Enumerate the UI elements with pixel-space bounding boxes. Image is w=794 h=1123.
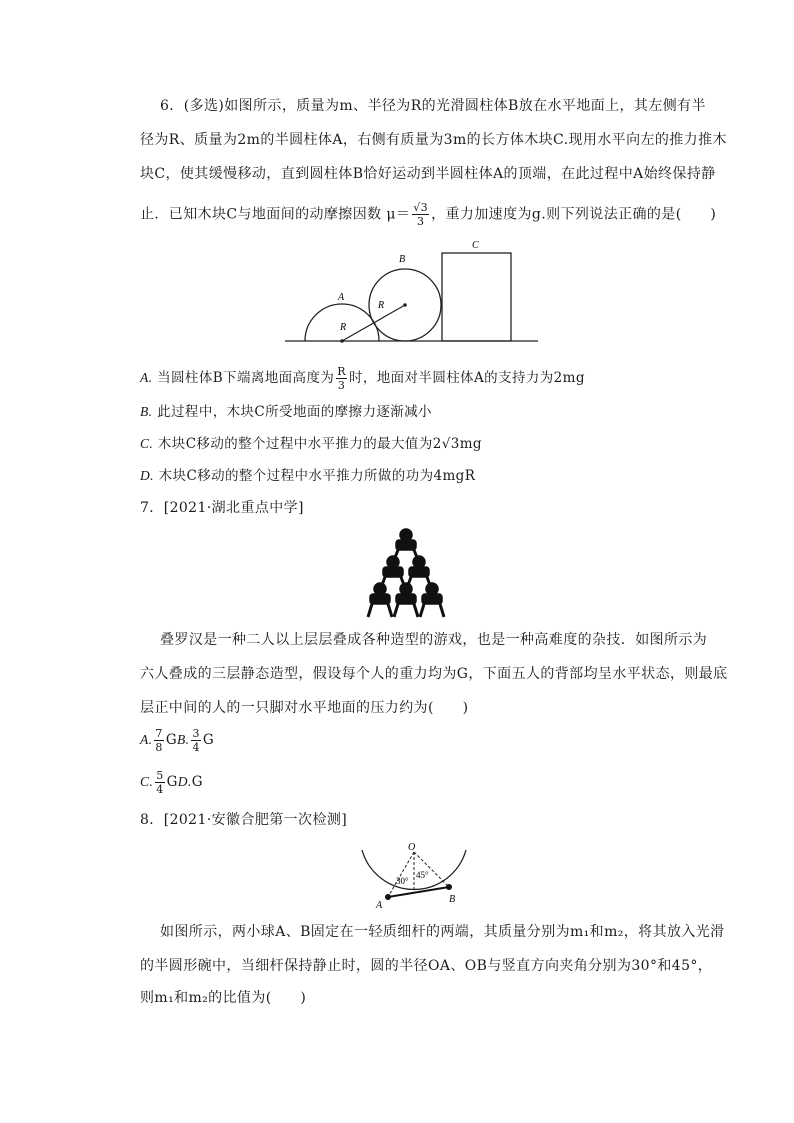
center-a-dot xyxy=(340,339,344,343)
q7-line-1: 叠罗汉是一种二人以上层层叠成各种造型的游戏，也是一种高难度的杂技．如图所示为 xyxy=(160,632,708,648)
label-r-a: R xyxy=(340,322,347,333)
q7-option-a-text: G xyxy=(165,732,178,748)
label-r-b: R xyxy=(378,300,385,311)
human-pyramid-figure xyxy=(356,526,456,620)
q7-option-a-fraction xyxy=(154,728,163,753)
q6-line-4-start: 止．已知木块C与地面间的动摩擦因数 μ＝ xyxy=(140,206,411,223)
q7-option-a-den: 8 xyxy=(155,741,163,754)
q6-option-a-fraction xyxy=(336,366,347,391)
q6-line-2: 径为R、质量为2m的半圆柱体A，右侧有质量为3m的长方体木块C.现用水平向左的推力推木 xyxy=(140,132,727,148)
q6-option-a-num: R xyxy=(337,365,346,378)
q7-option-b-num: 3 xyxy=(192,727,200,740)
q7-options-row-2 xyxy=(140,770,680,795)
q7-option-c-den: 4 xyxy=(156,783,164,796)
angle-30-label: 30° xyxy=(396,876,409,886)
pyramid-figures xyxy=(368,529,444,617)
q7-option-b-text: G xyxy=(202,732,215,748)
block-c xyxy=(442,253,511,341)
q6-option-b xyxy=(140,402,680,422)
person-middle-right xyxy=(407,556,431,588)
q8-line-3: 则m₁和m₂的比值为( ) xyxy=(140,990,307,1006)
q7-line-2: 六人叠成的三层静态造型，假设每个人的重力均为G，下面五人的背部均呈水平状态，则最底 xyxy=(140,666,728,682)
q7-option-b-den: 4 xyxy=(192,741,200,754)
q6-option-b-text: 此过程中，木块C所受地面的摩擦力逐渐减小 xyxy=(157,404,432,420)
q7-option-d-letter: D. xyxy=(177,774,192,789)
q7-options-row-1 xyxy=(140,728,680,753)
label-ball-b: B xyxy=(449,894,456,905)
person-bottom-right xyxy=(420,583,444,617)
q6-line-4 xyxy=(140,201,717,228)
q6-option-d xyxy=(140,466,680,486)
q6-figure xyxy=(280,240,550,352)
label-ball-a: A xyxy=(376,900,383,911)
q6-line-3: 块C，使其缓慢移动，直到圆柱体B恰好运动到半圆柱体A的顶端，在此过程中A始终保持静 xyxy=(140,166,716,182)
q6-option-a-text-start: 当圆柱体B下端离地面高度为 xyxy=(157,370,335,386)
person-top xyxy=(394,529,418,560)
center-b-dot xyxy=(403,303,407,307)
ball-b xyxy=(446,884,452,890)
person-bottom-middle xyxy=(394,583,418,617)
q6-option-c-text: 木块C移动的整个过程中水平推力的最大值为2√3mg xyxy=(157,436,482,452)
q6-line-4-end: ，重力加速度为g.则下列说法正确的是( ) xyxy=(431,206,717,223)
q7-option-c-letter: C. xyxy=(140,774,154,789)
q6-option-c-letter: C. xyxy=(140,436,154,451)
q6-option-a-letter: A. xyxy=(140,370,153,385)
q7-option-c-text: G xyxy=(166,774,178,790)
q7-line-3: 层正中间的人的一只脚对水平地面的压力约为( ) xyxy=(140,700,469,716)
q6-option-a xyxy=(140,366,680,391)
bowl-figure xyxy=(350,840,480,912)
q8-line-2: 的半圆形碗中，当细杆保持静止时，圆的半径OA、OB与竖直方向夹角分别为30°和45°， xyxy=(140,958,713,974)
mu-numerator: √3 xyxy=(413,201,429,214)
q7-header: 7．[2021·湖北重点中学] xyxy=(140,500,304,516)
q6-option-d-text: 木块C移动的整个过程中水平推力所做的功为4mgR xyxy=(158,468,476,484)
q6-option-b-letter: B. xyxy=(140,404,153,419)
q6-line-1: 6．(多选)如图所示，质量为m、半径为R的光滑圆柱体B放在水平地面上，其左侧有半 xyxy=(160,98,706,114)
radius-oa xyxy=(388,852,414,897)
person-bottom-left xyxy=(368,583,392,617)
label-b: B xyxy=(399,254,406,265)
ball-a xyxy=(385,894,391,900)
q6-option-d-letter: D. xyxy=(140,468,154,483)
center-line xyxy=(342,305,405,341)
q6-option-a-text-end: 时，地面对半圆柱体A的支持力为2mg xyxy=(348,370,585,386)
angle-45-label: 45° xyxy=(416,870,429,880)
q7-option-c-fraction xyxy=(155,770,164,795)
person-middle-left xyxy=(381,556,405,588)
mu-fraction xyxy=(412,202,429,227)
q7-option-d-text: G xyxy=(191,774,203,790)
label-c: C xyxy=(472,240,479,251)
light-rod xyxy=(388,887,449,897)
label-o: O xyxy=(408,842,416,853)
q7-option-a-letter: A. xyxy=(140,732,153,747)
q7-option-b-fraction xyxy=(191,728,200,753)
mu-denominator: 3 xyxy=(416,215,425,228)
q6-option-c xyxy=(140,434,680,454)
q7-option-a-num: 7 xyxy=(155,727,163,740)
label-a: A xyxy=(338,292,345,303)
q6-option-a-den: 3 xyxy=(337,379,346,392)
q7-option-b-letter: B. xyxy=(177,732,190,747)
q7-option-c-num: 5 xyxy=(156,769,164,782)
q8-header: 8．[2021·安徽合肥第一次检测] xyxy=(140,812,348,828)
q8-line-1: 如图所示，两小球A、B固定在一轻质细杆的两端，其质量分别为m₁和m₂，将其放入光滑 xyxy=(160,924,725,940)
